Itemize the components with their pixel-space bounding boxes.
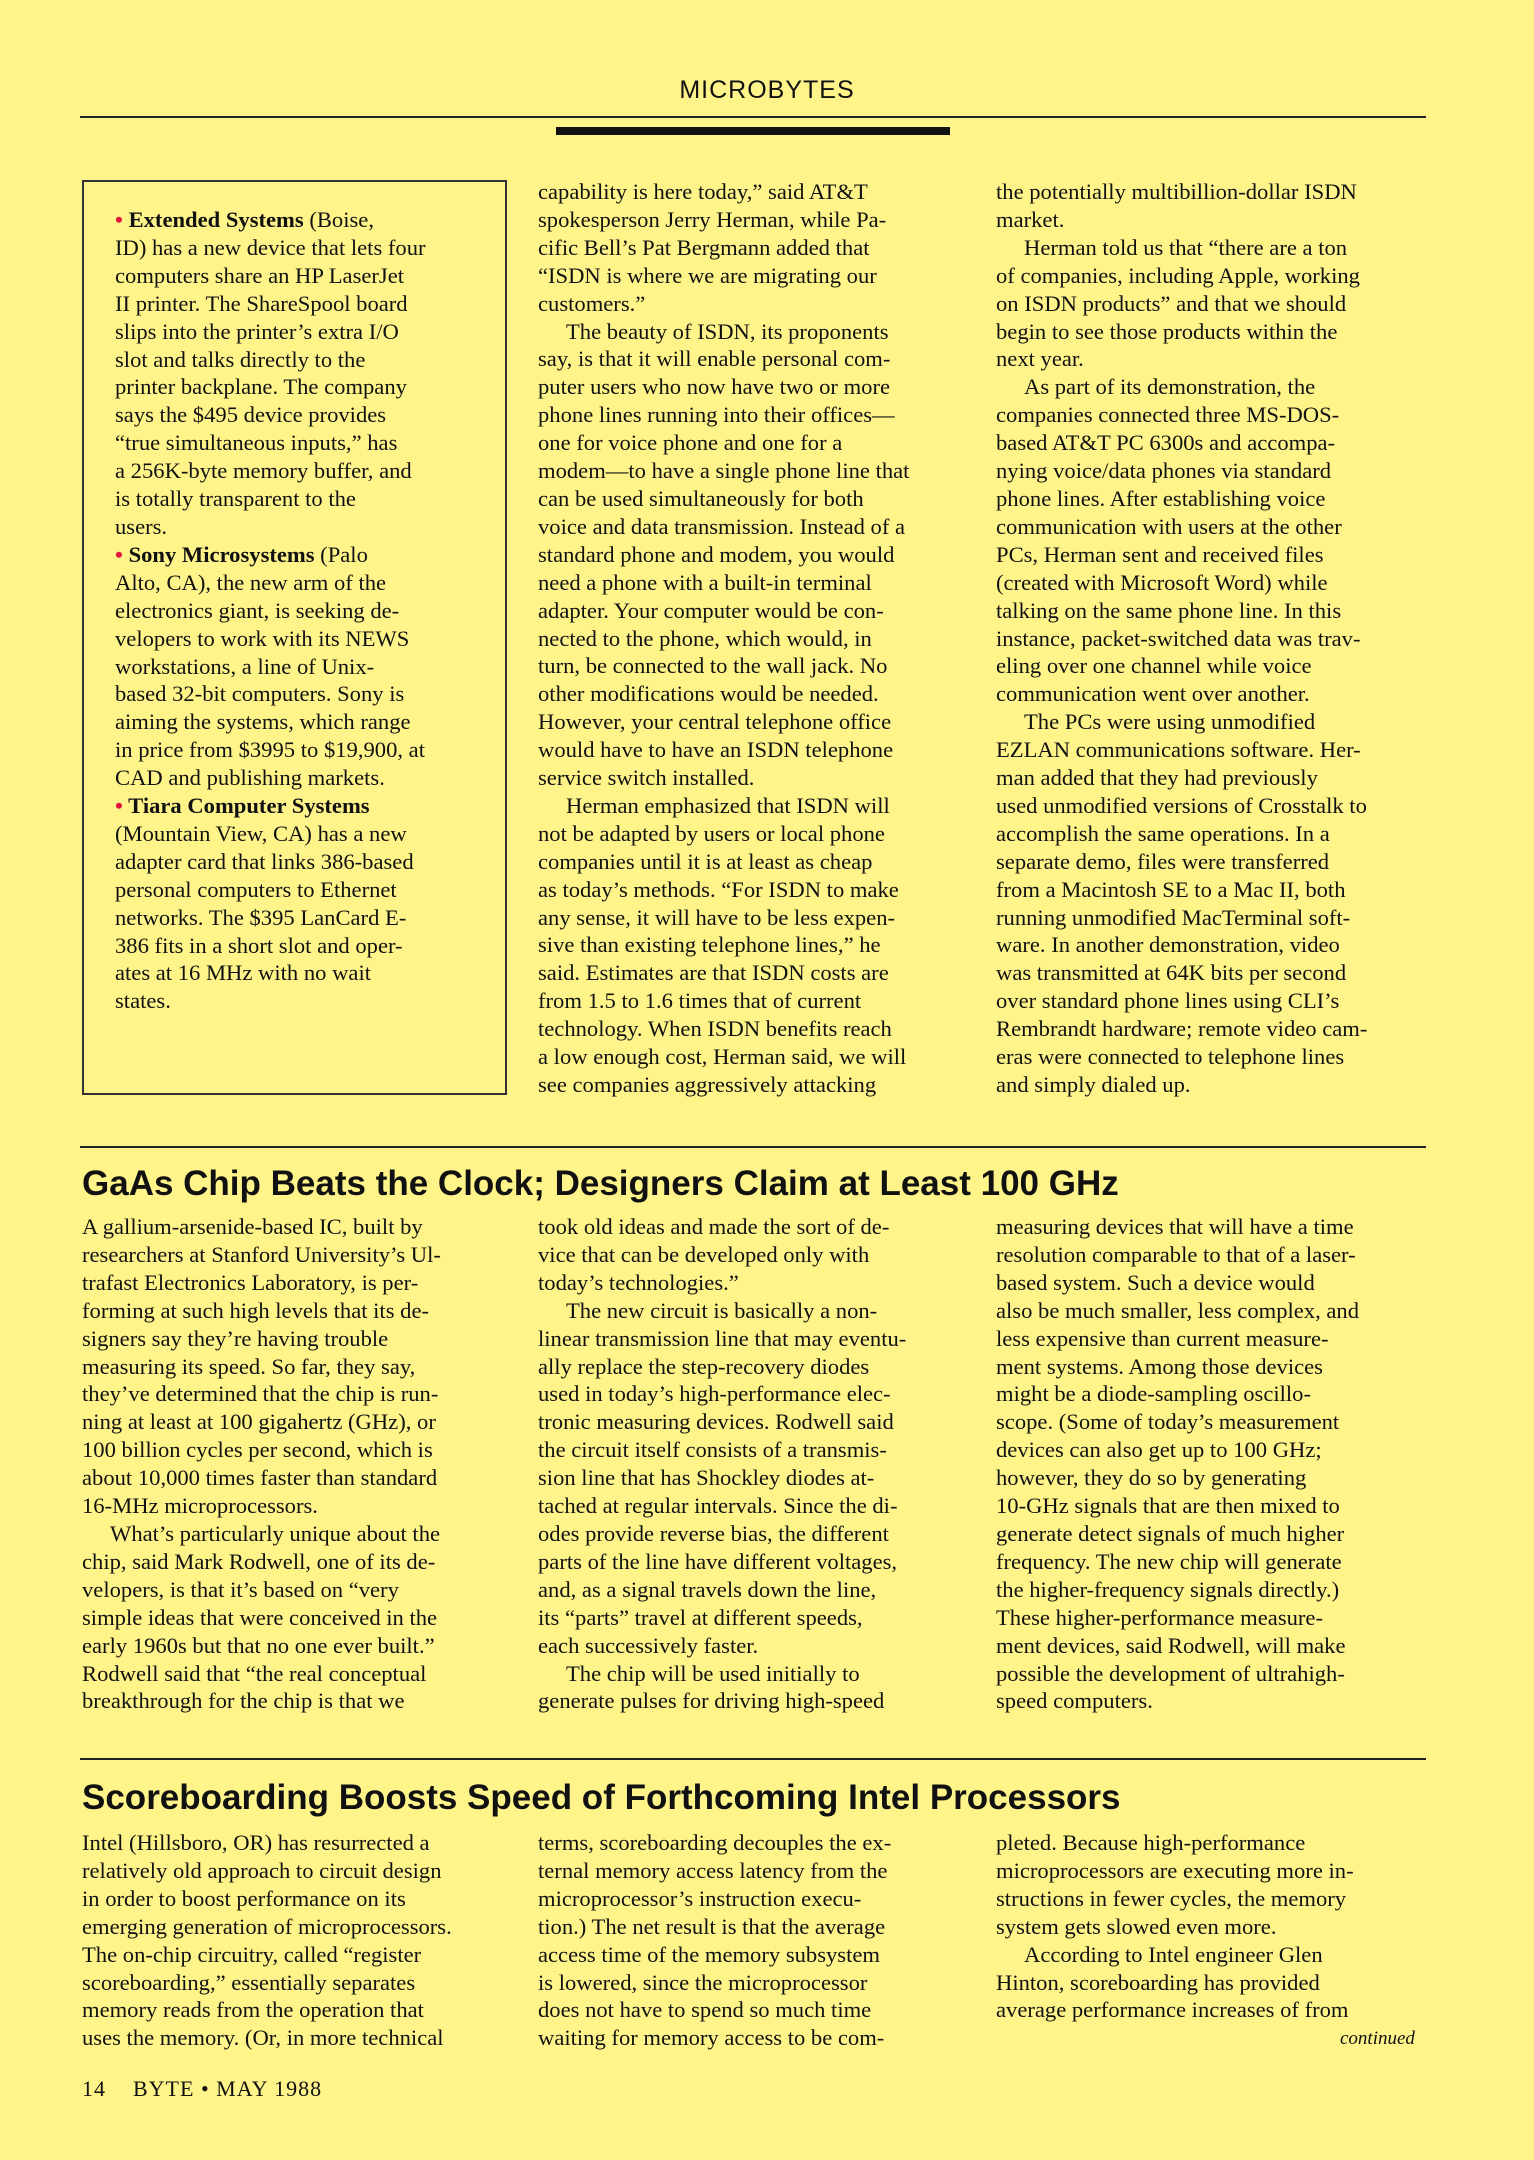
text-line: tronic measuring devices. Rodwell said [538, 1409, 894, 1435]
text-line: velopers, is that it’s based on “very [82, 1576, 399, 1602]
text-line: vice that can be developed only with [538, 1241, 870, 1267]
text-line: uses the memory. (Or, in more technical [82, 2025, 444, 2051]
text-line: customers.” [538, 290, 646, 316]
paragraph [538, 1297, 978, 1660]
text-line: 100 billion cycles per second, which is [82, 1437, 433, 1463]
paragraph [538, 1213, 978, 1297]
text-line: Herman told us that “there are a ton [1024, 234, 1348, 260]
text-line: system gets slowed even more. [996, 1913, 1277, 1939]
gaas-column-3 [996, 1213, 1426, 1715]
text-line: is lowered, since the microprocessor [538, 1969, 868, 1995]
text-line: “true simultaneous inputs,” has [115, 430, 398, 456]
text-line: (Palo [314, 541, 368, 567]
text-line: Alto, CA), the new arm of the [115, 569, 387, 595]
text-line: “ISDN is where we are migrating our [538, 262, 877, 288]
text-line: devices can also get up to 100 GHz; [996, 1437, 1322, 1463]
paragraph [996, 708, 1426, 1099]
text-line: sion line that has Shockley diodes at- [538, 1465, 875, 1491]
text-line: nected to the phone, which would, in [538, 625, 872, 651]
text-line: can be used simultaneously for both [538, 485, 864, 511]
text-line: of companies, including Apple, working [996, 262, 1360, 288]
paragraph [82, 1213, 512, 1520]
text-line: eras were connected to telephone lines [996, 1044, 1345, 1070]
text-line: frequency. The new chip will generate [996, 1548, 1342, 1574]
text-line: ates at 16 MHz with no wait [115, 960, 372, 986]
text-line: terms, scoreboarding decouples the ex- [538, 1830, 892, 1855]
text-line: (created with Microsoft Word) while [996, 569, 1328, 595]
gaas-column-2 [538, 1213, 978, 1715]
text-line: waiting for memory access to be com- [538, 2025, 885, 2051]
text-line: workstations, a line of Unix- [115, 653, 375, 679]
text-line: ID) has a new device that lets four [115, 234, 426, 260]
bullet-icon: • [115, 793, 129, 819]
text-line: parts of the line have different voltages, [538, 1548, 898, 1574]
text-line: separate demo, files were transferred [996, 848, 1330, 874]
sidebar-item [115, 792, 500, 1015]
text-line: Rembrandt hardware; remote video cam- [996, 1016, 1368, 1042]
text-line: speed computers. [996, 1688, 1153, 1714]
text-line: (Mountain View, CA) has a new [115, 820, 407, 846]
text-line: However, your central telephone office [538, 709, 892, 735]
text-line: as today’s methods. “For ISDN to make [538, 876, 899, 902]
text-line: man added that they had previously [996, 765, 1318, 791]
text-line: running unmodified MacTerminal soft- [996, 904, 1351, 930]
text-line: possible the development of ultrahigh- [996, 1660, 1345, 1686]
text-line: less expensive than current measure- [996, 1325, 1329, 1351]
continued-label: continued [1340, 2028, 1415, 2049]
text-line: Hinton, scoreboarding has provided [996, 1969, 1320, 1995]
text-line: service switch installed. [538, 765, 755, 791]
paragraph [82, 1829, 512, 2052]
text-line: from 1.5 to 1.6 times that of current [538, 988, 862, 1014]
text-line: based 32-bit computers. Sony is [115, 681, 405, 707]
text-line: networks. The $395 LanCard E- [115, 904, 407, 930]
text-line: see companies aggressively attacking [538, 1072, 877, 1097]
paragraph [538, 318, 978, 792]
sidebar-column [115, 206, 500, 1015]
section-label: MICROBYTES [679, 76, 855, 104]
text-line: (Boise, [303, 207, 374, 232]
text-line: microprocessors are executing more in- [996, 1857, 1354, 1883]
text-line: the potentially multibillion-dollar ISDN [996, 179, 1357, 204]
text-line: over standard phone lines using CLI’s [996, 988, 1340, 1014]
text-line: states. [115, 988, 171, 1014]
text-line: based AT&T PC 6300s and accompa- [996, 430, 1336, 456]
score-column-3 [996, 1829, 1426, 2024]
text-line: scoreboarding,” essentially separates [82, 1969, 416, 1995]
text-line: a 256K-byte memory buffer, and [115, 458, 412, 484]
text-line: Herman emphasized that ISDN will [566, 792, 890, 818]
text-line: talking on the same phone line. In this [996, 597, 1342, 623]
text-line: standard phone and modem, you would [538, 541, 895, 567]
text-line: trafast Electronics Laboratory, is per- [82, 1269, 419, 1295]
paragraph [82, 1520, 512, 1715]
text-line: measuring its speed. So far, they say, [82, 1353, 416, 1379]
score-column-2 [538, 1829, 978, 2052]
text-line: 386 fits in a short slot and oper- [115, 932, 403, 958]
text-line: ally replace the step-recovery diodes [538, 1353, 870, 1379]
text-line: spokesperson Jerry Herman, while Pa- [538, 206, 887, 232]
text-line: capability is here today,” said AT&T [538, 179, 868, 204]
company-name: Extended Systems [128, 207, 304, 232]
text-line: forming at such high levels that its de- [82, 1297, 429, 1323]
text-line: phone lines running into their offices— [538, 402, 895, 428]
text-line: What’s particularly unique about the [110, 1520, 441, 1546]
text-line: based system. Such a device would [996, 1269, 1315, 1295]
text-line: According to Intel engineer Glen [1024, 1941, 1323, 1967]
text-line: microprocessor’s instruction execu- [538, 1885, 862, 1911]
text-line: slot and talks directly to the [115, 346, 366, 372]
sidebar-item [115, 206, 500, 541]
text-line: ment devices, said Rodwell, will make [996, 1632, 1346, 1658]
paragraph [538, 792, 978, 1099]
text-line: turn, be connected to the wall jack. No [538, 653, 888, 679]
text-line: aiming the systems, which range [115, 709, 411, 735]
score-column-1 [82, 1829, 512, 2052]
text-line: Rodwell said that “the real conceptual [82, 1660, 427, 1686]
header-rule [80, 116, 1426, 118]
company-name: Tiara Computer Systems [128, 793, 370, 819]
text-line: measuring devices that will have a time [996, 1214, 1354, 1239]
text-line: personal computers to Ethernet [115, 876, 397, 902]
company-name: Sony Microsystems [128, 541, 315, 567]
text-line: puter users who now have two or more [538, 374, 891, 400]
paragraph [996, 373, 1426, 708]
gaas-section-rule [80, 1146, 1426, 1148]
text-line: about 10,000 times faster than standard [82, 1465, 438, 1491]
paragraph [538, 1660, 978, 1716]
gaas-column-1 [82, 1213, 512, 1715]
text-line: other modifications would be needed. [538, 681, 879, 707]
text-line: pleted. Because high-performance [996, 1830, 1306, 1855]
gaas-headline: GaAs Chip Beats the Clock; Designers Claim at Least 100 GHz [82, 1164, 1119, 1203]
text-line: companies connected three MS-DOS- [996, 402, 1340, 428]
text-line: any sense, it will have to be less expen- [538, 904, 896, 930]
text-line: each successively faster. [538, 1632, 759, 1658]
text-line: communication with users at the other [996, 513, 1342, 539]
text-line: the circuit itself consists of a transmis- [538, 1437, 887, 1463]
text-line: generate pulses for driving high-speed [538, 1688, 885, 1714]
publication-info: BYTE • MAY 1988 [133, 2076, 323, 2101]
sidebar-item [115, 541, 500, 792]
text-line: in price from $3995 to $19,900, at [115, 737, 425, 763]
text-line: and simply dialed up. [996, 1072, 1191, 1097]
text-line: might be a diode-sampling oscillo- [996, 1381, 1311, 1407]
text-line: memory reads from the operation that [82, 1997, 424, 2023]
text-line: technology. When ISDN benefits reach [538, 1016, 892, 1042]
text-line: also be much smaller, less complex, and [996, 1297, 1360, 1323]
paragraph [996, 178, 1426, 234]
text-line: ning at least at 100 gigahertz (GHz), or [82, 1409, 436, 1435]
header-bar [556, 127, 950, 135]
text-line: These higher-performance measure- [996, 1604, 1323, 1630]
text-line: took old ideas and made the sort of de- [538, 1214, 890, 1239]
text-line: The beauty of ISDN, its proponents [566, 318, 889, 344]
text-line: says the $495 device provides [115, 402, 387, 428]
text-line: one for voice phone and one for a [538, 430, 843, 456]
text-line: computers share an HP LaserJet [115, 262, 405, 288]
text-line: next year. [996, 346, 1084, 372]
text-line: structions in fewer cycles, the memory [996, 1885, 1347, 1911]
text-line: average performance increases of from [996, 1997, 1349, 2023]
text-line: A gallium-arsenide-based IC, built by [82, 1214, 423, 1239]
score-section-rule [80, 1758, 1426, 1760]
text-line: chip, said Mark Rodwell, one of its de- [82, 1548, 436, 1574]
isdn-column-3 [996, 178, 1426, 1099]
text-line: today’s technologies.” [538, 1269, 739, 1295]
text-line: was transmitted at 64K bits per second [996, 960, 1347, 986]
text-line: sive than existing telephone lines,” he [538, 932, 881, 958]
page-number: 14 [82, 2076, 106, 2101]
text-line: does not have to spend so much time [538, 1997, 872, 2023]
text-line: not be adapted by users or local phone [538, 820, 885, 846]
text-line: ment systems. Among those devices [996, 1353, 1323, 1379]
page-footer [82, 2076, 322, 2102]
text-line: would have to have an ISDN telephone [538, 737, 894, 763]
bullet-icon: • [115, 207, 129, 232]
text-line: adapter. Your computer would be con- [538, 597, 884, 623]
text-line: on ISDN products” and that we should [996, 290, 1347, 316]
text-line: II printer. The ShareSpool board [115, 290, 408, 316]
text-line: used unmodified versions of Crosstalk to [996, 792, 1367, 818]
text-line: its “parts” travel at different speeds, [538, 1604, 863, 1630]
text-line: a low enough cost, Herman said, we will [538, 1044, 907, 1070]
text-line: eling over one channel while voice [996, 653, 1312, 679]
text-line: accomplish the same operations. In a [996, 820, 1330, 846]
score-headline: Scoreboarding Boosts Speed of Forthcoming Intel Processors [82, 1778, 1121, 1817]
text-line: modem—to have a single phone line that [538, 458, 910, 484]
text-line: ternal memory access latency from the [538, 1857, 888, 1883]
text-line: The new circuit is basically a non- [566, 1297, 878, 1323]
paragraph [996, 1941, 1426, 2025]
paragraph [996, 234, 1426, 374]
text-line: signers say they’re having trouble [82, 1325, 389, 1351]
text-line: 16-MHz microprocessors. [82, 1493, 318, 1519]
text-line: market. [996, 206, 1065, 232]
isdn-column-2 [538, 178, 978, 1099]
text-line: phone lines. After establishing voice [996, 485, 1326, 511]
text-line: The on-chip circuitry, called “register [82, 1941, 422, 1967]
text-line: The chip will be used initially to [566, 1660, 860, 1686]
text-line: the higher-frequency signals directly.) [996, 1576, 1340, 1602]
text-line: said. Estimates are that ISDN costs are [538, 960, 889, 986]
text-line: generate detect signals of much higher [996, 1520, 1345, 1546]
text-line: breakthrough for the chip is that we [82, 1688, 405, 1714]
text-line: however, they do so by generating [996, 1465, 1307, 1491]
text-line: scope. (Some of today’s measurement [996, 1409, 1340, 1435]
text-line: Intel (Hillsboro, OR) has resurrected a [82, 1830, 430, 1855]
text-line: instance, packet-switched data was trav- [996, 625, 1361, 651]
text-line: printer backplane. The company [115, 374, 407, 400]
text-line: from a Macintosh SE to a Mac II, both [996, 876, 1346, 902]
text-line: say, is that it will enable personal com- [538, 346, 891, 372]
text-line: slips into the printer’s extra I/O [115, 318, 399, 344]
text-line: linear transmission line that may eventu- [538, 1325, 907, 1351]
text-line: 10-GHz signals that are then mixed to [996, 1493, 1340, 1519]
text-line: in order to boost performance on its [82, 1885, 406, 1911]
text-line: EZLAN communications software. Her- [996, 737, 1361, 763]
text-line: ware. In another demonstration, video [996, 932, 1340, 958]
text-line: cific Bell’s Pat Bergmann added that [538, 234, 870, 260]
text-line: PCs, Herman sent and received files [996, 541, 1324, 567]
text-line: velopers to work with its NEWS [115, 625, 410, 651]
text-line: and, as a signal travels down the line, [538, 1576, 877, 1602]
text-line: tached at regular intervals. Since the di- [538, 1493, 898, 1519]
paragraph [538, 178, 978, 318]
text-line: emerging generation of microprocessors. [82, 1913, 452, 1939]
text-line: simple ideas that were conceived in the [82, 1604, 438, 1630]
text-line: communication went over another. [996, 681, 1310, 707]
text-line: they’ve determined that the chip is run- [82, 1381, 439, 1407]
text-line: adapter card that links 386-based [115, 848, 414, 874]
text-line: voice and data transmission. Instead of a [538, 513, 906, 539]
text-line: CAD and publishing markets. [115, 765, 385, 791]
text-line: researchers at Stanford University’s Ul- [82, 1241, 441, 1267]
text-line: early 1960s but that no one ever built.” [82, 1632, 435, 1658]
text-line: relatively old approach to circuit design [82, 1857, 442, 1883]
text-line: electronics giant, is seeking de- [115, 597, 400, 623]
text-line: begin to see those products within the [996, 318, 1338, 344]
text-line: nying voice/data phones via standard [996, 458, 1332, 484]
text-line: odes provide reverse bias, the different [538, 1520, 889, 1546]
paragraph [996, 1829, 1426, 1941]
text-line: tion.) The net result is that the average [538, 1913, 886, 1939]
text-line: is totally transparent to the [115, 486, 356, 512]
text-line: resolution comparable to that of a laser- [996, 1241, 1356, 1267]
text-line: used in today’s high-performance elec- [538, 1381, 891, 1407]
paragraph [538, 1829, 978, 2052]
text-line: The PCs were using unmodified [1024, 709, 1316, 735]
paragraph [996, 1213, 1426, 1715]
text-line: users. [115, 513, 168, 539]
text-line: access time of the memory subsystem [538, 1941, 880, 1967]
text-line: companies until it is at least as cheap [538, 848, 873, 874]
bullet-icon: • [115, 541, 129, 567]
text-line: need a phone with a built-in terminal [538, 569, 872, 595]
text-line: As part of its demonstration, the [1024, 374, 1316, 400]
